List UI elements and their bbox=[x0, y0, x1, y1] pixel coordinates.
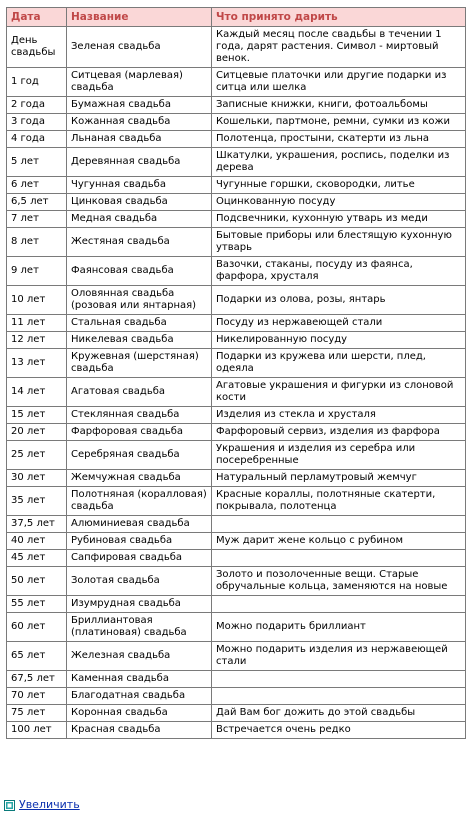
table-row bbox=[7, 114, 466, 131]
table-row bbox=[7, 688, 466, 705]
cell-name: Кожанная свадьба bbox=[67, 114, 212, 131]
cell-gift: Чугунные горшки, сковородки, литье bbox=[212, 177, 466, 194]
cell-date: 3 года bbox=[7, 114, 67, 131]
cell-gift bbox=[212, 688, 466, 705]
cell-date: 25 лет bbox=[7, 441, 67, 470]
table-row bbox=[7, 407, 466, 424]
table-row bbox=[7, 671, 466, 688]
cell-gift: Агатовые украшения и фигурки из слоновой кости bbox=[212, 378, 466, 407]
table-row bbox=[7, 349, 466, 378]
cell-gift bbox=[212, 596, 466, 613]
table-row bbox=[7, 424, 466, 441]
cell-gift: Каждый месяц после свадьбы в течении 1 года, дарят растения. Символ - миртовый венок. bbox=[212, 27, 466, 68]
cell-date: 55 лет bbox=[7, 596, 67, 613]
cell-gift: Вазочки, стаканы, посуду из фаянса, фарфора, хрусталя bbox=[212, 257, 466, 286]
cell-date: 10 лет bbox=[7, 286, 67, 315]
cell-gift: Красные кораллы, полотняные скатерти, покрывала, полотенца bbox=[212, 487, 466, 516]
cell-name: Цинковая свадьба bbox=[67, 194, 212, 211]
table-row bbox=[7, 228, 466, 257]
cell-gift: Ситцевые платочки или другие подарки из ситца или шелка bbox=[212, 68, 466, 97]
table-row bbox=[7, 613, 466, 642]
cell-gift: Встречается очень редко bbox=[212, 722, 466, 739]
cell-gift: Шкатулки, украшения, роспись, поделки из дерева bbox=[212, 148, 466, 177]
cell-date: 1 год bbox=[7, 68, 67, 97]
cell-name: Благодатная свадьба bbox=[67, 688, 212, 705]
cell-gift: Записные книжки, книги, фотоальбомы bbox=[212, 97, 466, 114]
cell-name: Красная свадьба bbox=[67, 722, 212, 739]
cell-name: Оловянная свадьба (розовая или янтарная) bbox=[67, 286, 212, 315]
cell-name: Никелевая свадьба bbox=[67, 332, 212, 349]
table-row bbox=[7, 27, 466, 68]
table-row bbox=[7, 441, 466, 470]
cell-date: 9 лет bbox=[7, 257, 67, 286]
cell-name: Фарфоровая свадьба bbox=[67, 424, 212, 441]
cell-gift bbox=[212, 671, 466, 688]
cell-date: 12 лет bbox=[7, 332, 67, 349]
cell-name: Полотняная (коралловая) свадьба bbox=[67, 487, 212, 516]
cell-gift: Подсвечники, кухонную утварь из меди bbox=[212, 211, 466, 228]
cell-date: 50 лет bbox=[7, 567, 67, 596]
cell-date: 2 года bbox=[7, 97, 67, 114]
table-row bbox=[7, 550, 466, 567]
cell-gift: Украшения и изделия из серебра или посеребренные bbox=[212, 441, 466, 470]
table-row bbox=[7, 533, 466, 550]
cell-gift: Полотенца, простыни, скатерти из льна bbox=[212, 131, 466, 148]
table-row bbox=[7, 97, 466, 114]
table-body bbox=[7, 27, 466, 739]
cell-date: 67,5 лет bbox=[7, 671, 67, 688]
cell-gift: Золото и позолоченные вещи. Старые обручальные кольца, заменяются на новые bbox=[212, 567, 466, 596]
header-row bbox=[7, 8, 466, 27]
cell-name: Стеклянная свадьба bbox=[67, 407, 212, 424]
cell-gift bbox=[212, 550, 466, 567]
cell-gift: Натуральный перламутровый жемчуг bbox=[212, 470, 466, 487]
cell-date: 75 лет bbox=[7, 705, 67, 722]
cell-name: Льнаная свадьба bbox=[67, 131, 212, 148]
cell-name: Жемчужная свадьба bbox=[67, 470, 212, 487]
cell-gift bbox=[212, 516, 466, 533]
table-row bbox=[7, 642, 466, 671]
table-row bbox=[7, 567, 466, 596]
cell-date: 20 лет bbox=[7, 424, 67, 441]
column-header-gift: Что принято дарить bbox=[212, 8, 466, 27]
cell-date: 30 лет bbox=[7, 470, 67, 487]
table-row bbox=[7, 286, 466, 315]
cell-date: 37,5 лет bbox=[7, 516, 67, 533]
magnify-icon[interactable] bbox=[4, 800, 15, 811]
cell-name: Железная свадьба bbox=[67, 642, 212, 671]
cell-date: 65 лет bbox=[7, 642, 67, 671]
cell-name: Бриллиантовая (платиновая) свадьба bbox=[67, 613, 212, 642]
anniversary-table bbox=[6, 7, 466, 739]
cell-name: Кружевная (шерстяная) свадьба bbox=[67, 349, 212, 378]
table-row bbox=[7, 722, 466, 739]
cell-name: Медная свадьба bbox=[67, 211, 212, 228]
table-row bbox=[7, 131, 466, 148]
cell-gift: Подарки из олова, розы, янтарь bbox=[212, 286, 466, 315]
cell-name: Сапфировая свадьба bbox=[67, 550, 212, 567]
cell-date: 6,5 лет bbox=[7, 194, 67, 211]
cell-date: 35 лет bbox=[7, 487, 67, 516]
cell-name: Стальная свадьба bbox=[67, 315, 212, 332]
cell-name: Золотая свадьба bbox=[67, 567, 212, 596]
cell-name: Серебряная свадьба bbox=[67, 441, 212, 470]
cell-name: Рубиновая свадьба bbox=[67, 533, 212, 550]
cell-date: 13 лет bbox=[7, 349, 67, 378]
cell-name: Алюминиевая свадьба bbox=[67, 516, 212, 533]
cell-name: Агатовая свадьба bbox=[67, 378, 212, 407]
table-row bbox=[7, 315, 466, 332]
cell-name: Чугунная свадьба bbox=[67, 177, 212, 194]
table-row bbox=[7, 194, 466, 211]
column-header-name: Название bbox=[67, 8, 212, 27]
cell-gift: Подарки из кружева или шерсти, плед, одеяла bbox=[212, 349, 466, 378]
cell-date: 11 лет bbox=[7, 315, 67, 332]
cell-date: День свадьбы bbox=[7, 27, 67, 68]
table-row bbox=[7, 596, 466, 613]
table-row bbox=[7, 257, 466, 286]
cell-gift: Никелированную посуду bbox=[212, 332, 466, 349]
cell-gift: Оцинкованную посуду bbox=[212, 194, 466, 211]
cell-date: 7 лет bbox=[7, 211, 67, 228]
table-row bbox=[7, 177, 466, 194]
cell-name: Жестяная свадьба bbox=[67, 228, 212, 257]
cell-gift: Кошельки, партмоне, ремни, сумки из кожи bbox=[212, 114, 466, 131]
cell-date: 45 лет bbox=[7, 550, 67, 567]
column-header-date: Дата bbox=[7, 8, 67, 27]
cell-date: 6 лет bbox=[7, 177, 67, 194]
cell-gift: Фарфоровый сервиз, изделия из фарфора bbox=[212, 424, 466, 441]
cell-gift: Муж дарит жене кольцо с рубином bbox=[212, 533, 466, 550]
table-row bbox=[7, 332, 466, 349]
cell-date: 60 лет bbox=[7, 613, 67, 642]
table-row bbox=[7, 487, 466, 516]
cell-date: 4 года bbox=[7, 131, 67, 148]
cell-date: 15 лет bbox=[7, 407, 67, 424]
cell-name: Ситцевая (марлевая) свадьба bbox=[67, 68, 212, 97]
table-row bbox=[7, 148, 466, 177]
cell-gift: Посуду из нержавеющей стали bbox=[212, 315, 466, 332]
cell-name: Зеленая свадьба bbox=[67, 27, 212, 68]
cell-name: Коронная свадьба bbox=[67, 705, 212, 722]
cell-name: Изумрудная свадьба bbox=[67, 596, 212, 613]
cell-gift: Можно подарить бриллиант bbox=[212, 613, 466, 642]
zoom-control[interactable] bbox=[4, 798, 80, 812]
cell-name: Бумажная свадьба bbox=[67, 97, 212, 114]
table-row bbox=[7, 68, 466, 97]
table-row bbox=[7, 516, 466, 533]
table-row bbox=[7, 470, 466, 487]
cell-gift: Изделия из стекла и хрусталя bbox=[212, 407, 466, 424]
table-row bbox=[7, 378, 466, 407]
cell-gift: Бытовые приборы или блестящую кухонную утварь bbox=[212, 228, 466, 257]
cell-date: 70 лет bbox=[7, 688, 67, 705]
cell-date: 5 лет bbox=[7, 148, 67, 177]
cell-gift: Можно подарить изделия из нержавеющей стали bbox=[212, 642, 466, 671]
cell-date: 8 лет bbox=[7, 228, 67, 257]
cell-name: Деревянная свадьба bbox=[67, 148, 212, 177]
zoom-link[interactable]: Увеличить bbox=[19, 798, 80, 811]
cell-date: 14 лет bbox=[7, 378, 67, 407]
cell-name: Фаянсовая свадьба bbox=[67, 257, 212, 286]
cell-name: Каменная свадьба bbox=[67, 671, 212, 688]
table-header bbox=[7, 8, 466, 27]
cell-date: 40 лет bbox=[7, 533, 67, 550]
cell-gift: Дай Вам бог дожить до этой свадьбы bbox=[212, 705, 466, 722]
cell-date: 100 лет bbox=[7, 722, 67, 739]
table-row bbox=[7, 705, 466, 722]
table-row bbox=[7, 211, 466, 228]
